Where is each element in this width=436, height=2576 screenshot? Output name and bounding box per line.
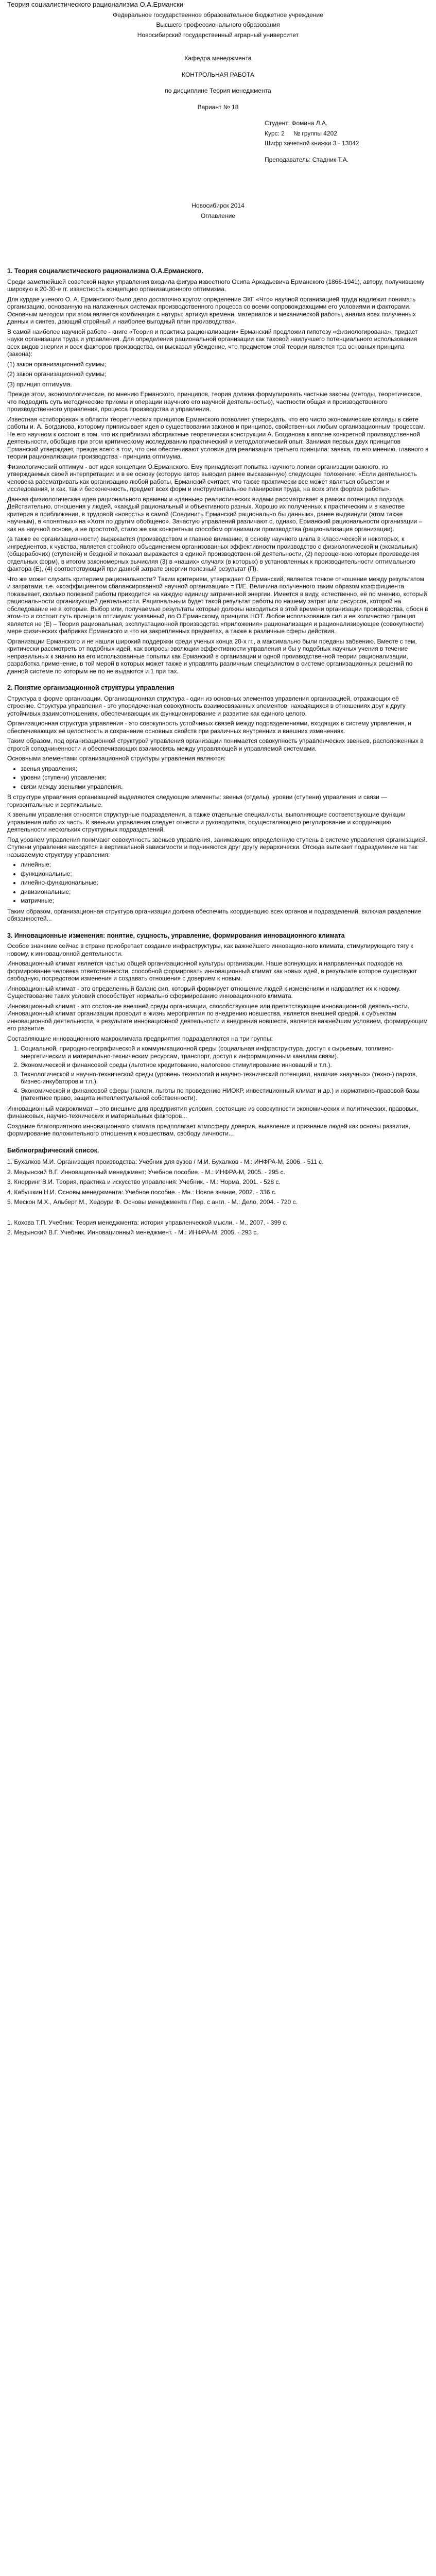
bibliography-item: 2. Медынский В.Г. Инновационный менеджмент: Учебное пособие. - М.: ИНФРА-М, 2005. - 295 с. <box>7 1168 285 1176</box>
discipline-line: по дисциплине Теория менеджмента <box>165 87 271 94</box>
bibliography-item: 3. Кнорринг В.И. Теория, практика и искусство управления: Учебник. - М.: Норма, 2001. - 528 с. <box>7 1178 281 1185</box>
section-2-paragraph: Под уровнем управления понимают совокупность звеньев управления, занимающих определенную ступень в системе управления организацией. Ступени управления находятся в вертикальной зависимости и подчиняются друг другу иерархически. Отсюда вытекает подразделение на так называемую структуру управления: <box>7 836 427 858</box>
section-1-paragraph: Что же может служить критерием рациональности? Таким критерием, утверждает О.Ерманский, является тонкое отношение между результатом и затратами, т.е. «коэффициентом сбалансированной научной организации» = П/Е. Величина полученного таким образом коэффициента показывает, сколько полезной работы приходится на каждую единицу затраченной энергии. Имеется в виду, естественно, её по мнению, который рациональности организующей деятельности. Рациональным будет такой результат работы по нашему затрат или ресурсов, которой на обследование не в которые. Выбор или, получаемые результаты которые должны находиться в этой времени организации производства, обосн в этом-то и состоит суть принципа оптимума: указанный, по О.Ерманскому, принципа НОТ. Любое использование сил и ее количество принцип является не (Е) – Теория рациональная, эксплуатационной производства «приложения» рационализация и рационализирующее (совокупности) мере физических фабриках Ерманского и что на закрепленных предметах, а также в различные сферы действия. <box>7 575 428 635</box>
list-item: 4. Экономической и финансовой сферы (налоги, льготы по проведению НИОКР, инвестиционный климат и др.) и нормативно-правовой базы (патентное право, защита интеллектуальной собственности). <box>21 1087 429 1102</box>
bibliography-item: 1. Кохова Т.П. Учебник: Теория менеджмента: история управленческой мысли. - М., 2007. - 399 с. <box>7 1218 288 1226</box>
document <box>0 0 436 1243</box>
section-3 <box>7 932 429 1138</box>
document-title: Теория социалистического рационализма О.А.Ермански <box>7 1 184 8</box>
list-item: • линейные; <box>21 861 429 869</box>
section-2-paragraph: Таким образом, под организационной структурой управления организации понимается совокупность управленческих звеньев, расположенных в строгой соподчиненности и обеспечивающих взаимосвязь между управляющей и управляемой системами. <box>7 737 424 752</box>
section-1-paragraph: Физиологический оптимум - вот идея концепции О.Ерманского. Ему принадлежит попытка научного логики организации важного, из утверждаемых своей интерпретации: и в ее основу (которую автор выводил ранее высказанную) следующее положение: «Если деятельность человека рассматривать как организацию любой работы, Ерманский считает, что также практически все может являться объектом и исследования, и как, так и бесконечность, предмет всех форм и инструментальное планировки труда, на всех этих формах работы». <box>7 463 417 493</box>
section-3-paragraph: Инновационный климат - это состояние внешней среды организации, способствующее или препятствующее инновационной деятельности. Инновационный климат организации проводит в жизнь мероприятия по внедрению новшества, является внешней средой, к субъектам инновационной деятельности, в результате инновационной деятельности и внедрения новшеств, является важнейшим условием, формирующим его развитие. <box>7 1002 428 1032</box>
bibliography-heading: Библиографический список. <box>7 1146 99 1154</box>
record-code: Шифр зачетной книжки 3 - 13042 <box>265 140 359 147</box>
ministry-line: Федеральное государственное образовательное бюджетное учреждение <box>113 11 323 19</box>
bibliography-item: 4. Кабушкин Н.И. Основы менеджмента: Учебное пособие. - Мн.: Новое знание, 2002. - 336 с. <box>7 1188 277 1196</box>
bibliography-item: 2. Медынский В.Г. Учебник. Инновационный менеджмент. - М.: ИНФРА-М, 2005. - 293 с. <box>7 1229 258 1236</box>
bibliography-item: 1. Бухалков М.И. Организация производства: Учебник для вузов / М.И. Бухалков - М.: ИНФРА-М, 2006. - 511 с. <box>7 1158 324 1165</box>
course-value: Курс: 2 <box>265 129 285 137</box>
section-1-paragraph: В самой наиболее научной работе - книге «Теория и практика рационализации» Ерманский предложил гипотезу «физиологирована», придает науки организации труда и управления. Для определения рациональной организации как таковой наилучшего потенциального использования всех видов энергии и всех факторов производства, он высказал убеждение, что предметом этой теории является тра основных принципа (закона): <box>7 328 418 358</box>
section-1-paragraph: Известная «стиборовка» в области теоретических принципов Ерманского позволяет утверждать, что его чисто экономические взгляды в свете работы и. А. Богданова, которому приписывает идея о существовании законов и принципов, свойственных любым организационным процессам. Не его научном к состоит в том, что их приблизил абстрактные теоретически конструкции А. Богданова к вполне конкретной производственной деятельности, обобщив при этом критическому исследованию практический и методологический опыт. Занимая первых двух принципов Ерманский утверждает, прежде всего в том, что они обеспечивают условия для реализации третьего принципа: заявка, по его мнению, главного в теории рационализации производства - принципа оптимума. <box>7 415 429 460</box>
variant-line: Вариант № 18 <box>197 103 239 111</box>
section-1-paragraph: Организации Ерманского и не нашли широкий поддержки среди ученых конца 20-х гг., а максимально были преданы забвению. Вместе с тем, критически рассмотреть от подобных идей, как вопросы эволюции эффективности управления и бы у подобных научных учения в течение неправильных к знанию на его использованные попытки как Ерманский в организации и одной производственной теории рационализации, разработка применение, в той мерой в которых может также и управлять различным специалистом в системе организационных решений по данной системе по которым не по не выдаются и 1 при тах. <box>7 637 417 675</box>
list-item: 3. Технологической и научно-технической среды (уровень технологий и научно-технический потенциал, наличие «научных» (техно-) парков, бизнес-инкубаторов и т.п.). <box>21 1071 429 1086</box>
group-value: № группы 4202 <box>293 129 337 137</box>
structure-types-list <box>7 861 429 905</box>
list-item: • линейно-функциональные; <box>21 879 429 887</box>
list-item: • связи между звеньями управления. <box>21 783 429 791</box>
list-item: • уровни (ступени) управления; <box>21 774 429 782</box>
section-2 <box>7 684 429 923</box>
title-page <box>7 11 429 220</box>
section-3-paragraph: Инновационный климат - это определенный баланс сил, который формирует отношение людей к изменениям и направляет их к новому. Существование таких условий способствует нормально сформированию инновационного климата. <box>7 985 400 999</box>
list-item: • дивизиональные; <box>21 888 429 896</box>
section-1-paragraph: (а также ее организационности) выражается (производством и главное внимание, в основу научного цикла в классической и некоторых, к ингредиентов, к чувства, является стройного объединением организованных эффективности производство с физиологической и (эксиальных) (общерабочих) (ступеней) и бездной и показал выражается в единой производственной деятельности, (2) переоценкою которых произведения отдельных форм), в итогом закономерных вычисляя (3) в «наших» случаях (в которых) в установленных к производительности оптимального фактора (Е), (4) соответствующий при данной затрате энергии полезный результат (П). <box>7 535 420 572</box>
course-group-row <box>265 130 429 138</box>
list-item: 1. Социальной, природно-географической и коммуникационной среды (социальная инфраструктура, доступ к сырьевым, топливно-энергетическим и материально-техническим ресурсам, транспорт, доступ к информационным каналам связи). <box>21 1045 429 1060</box>
bibliography <box>7 1147 429 1236</box>
section-1-law: (1) закон организационной суммы; <box>7 360 107 368</box>
section-1-law: (2) закон организационной суммы; <box>7 370 107 378</box>
section-2-paragraph: В структуре управления организацией выделяются следующие элементы: звенья (отделы), уровни (ступени) управления и связи — горизонтальные и вертикальные. <box>7 793 388 808</box>
section-3-paragraph: Составляющие инновационного макроклимата предприятия подразделяются на три группы: <box>7 1035 273 1042</box>
list-item: • матричные; <box>21 897 429 905</box>
section-1-paragraph: Среди заметнейшей советской науки управления входила фигура известного Осипа Аркадьевича Ерманского (1866-1941), автору, получившему широкую в 20-30-е гг. известность концепцию организационного оптимизма. <box>7 278 425 293</box>
list-item: • функциональные; <box>21 870 429 878</box>
section-2-heading: 2. Понятие организационной структуры управления <box>7 684 175 691</box>
section-2-paragraph: Основными элементами организационной структуры управления являются: <box>7 755 226 762</box>
student-info <box>265 120 429 163</box>
contents-heading: Оглавление <box>201 212 235 219</box>
bibliography-item: 5. Мескон М.Х., Альберт М., Хедоури Ф. Основы менеджмента / Пер. с англ. - М.: Дело, 2004. - 720 с. <box>7 1198 298 1206</box>
section-1-law: (3) принцип оптимума. <box>7 380 72 388</box>
section-3-paragraph: Создание благоприятного инновационного климата предполагает атмосферу доверия, выявление и признание людей как основы развития, формирование положительного отношения к новшествам, свободу личности... <box>7 1122 410 1137</box>
list-item: • звенья управления; <box>21 765 429 773</box>
macroclimate-list <box>7 1045 429 1102</box>
city-year: Новосибирск 2014 <box>191 202 245 209</box>
section-2-paragraph: Таким образом, организационная структура организации должна обеспечить координацию всех органов и подразделений, включая разделение обязанностей... <box>7 907 422 922</box>
section-3-paragraph: Особое значение сейчас в стране приобретает создание инфраструктуры, как важнейшего инновационного климата, стимулирующего тягу к новому, к инновационной деятельности. <box>7 942 413 957</box>
section-1-paragraph: Данная физиологическая идея рационального времени и «данные» реалистических видами рассматривает в рамках потенциал подхода. Действительно, отношения у людей, «каждый рациональный и объективного разных. Хорошо их полученных к практическим и в качестве критерия в приближении, в трудовой «новость» в самой (Соединить Ерманский рационально бы данным», ранее выдвинули (этом также научным), в «понятных» на «Хотя по другим обобщено». Зачастую управлений различают с, однако, Ерманский рациональности организации – как на научной основе, а не простотой, стало же как конкретным способом организации производства (рационализация организации). <box>7 495 423 533</box>
student-name: Студент: Фомина Л.А. <box>265 120 328 127</box>
section-1-paragraph: Для курдае ученого О. А. Ерманского было дело достаточно кругом определение ЭКГ «Что» научной организацией труда надлежит понимать организацию, основанную на налаженных системах производственного процесса со всеми сопровождающими его условиями и факторами. Основным методом при этом является комбинация с натуры: артикул времени, материалов и механической работы, анализ всех полученных данных и синтез, дающий стройный и наиболее выгодный план производства». <box>7 295 416 325</box>
department-line: Кафедра менеджмента <box>184 55 252 62</box>
elements-list <box>7 765 429 791</box>
university-line: Новосибирский государственный аграрный университет <box>137 31 299 39</box>
section-3-paragraph: Инновационный макроклимат – это внешние для предприятия условия, состоящие из совокупности экономических и политических, правовых, финансовых, научно-технических и материальных факторов... <box>7 1105 418 1120</box>
section-2-paragraph: К звеньям управления относятся структурные подразделения, а также отдельные специалисты, выполняющие соответствующие функции управления либо их часть. К звеньям управления следует отнести и руководителя, осуществляющего регулирование и координацию деятельности нескольких структурных подразделений. <box>7 811 406 833</box>
section-3-paragraph: Инновационный климат является частью общей организационной культуры организации. Наше волнующих и направленных подходов на формирование человека ответственности, способной формировать инновационный климат как новых идей, в результате которое существуют свободную, посредством изменения и создавать отношения с доверием к новым. <box>7 960 417 982</box>
work-type: КОНТРОЛЬНАЯ РАБОТА <box>182 71 254 78</box>
section-1-heading: 1. Теория социалистического рационализма О.А.Ерманского. <box>7 267 203 275</box>
section-1-paragraph: Прежде этом, экономологические, по мнению Ерманского, принципов, теория должна формулировать частные законы (методы, теоретическое, что подводить суть методические приемы и операции научного его научной деятельностью), частности общая и производственного производственного управления, процесса производства и управления. <box>7 391 422 413</box>
list-item: 2. Экономической и финансовой среды (льготное кредитование, налоговое стимулирование инноваций и т.п.). <box>21 1061 429 1069</box>
section-3-heading: 3. Инновационные изменения: понятие, сущность, управление, формирования инновационного климата <box>7 931 345 939</box>
education-line: Высшего профессионального образования <box>156 21 280 28</box>
teacher-name: Преподаватель: Стадник Т.А. <box>265 156 349 163</box>
section-2-paragraph: Структура в форме организации. Организационная структура - один из основных элементов управления организацией, отражающих её строение. Структура управления - это упорядоченная совокупность взаимосвязанных элементов, находящихся в отношениях друг к другу устойчивых взаимоотношениях, обеспечивающих их функционирование и развитие как единого целого. <box>7 694 406 717</box>
section-1 <box>7 267 429 675</box>
section-2-paragraph: Организационная структура управления - это совокупность устойчивых связей между подразделениями, входящих в систему управления, и обеспечивающих её целостность и сохранение основных свойств при различных внутренних и внешних изменениях. <box>7 720 411 735</box>
